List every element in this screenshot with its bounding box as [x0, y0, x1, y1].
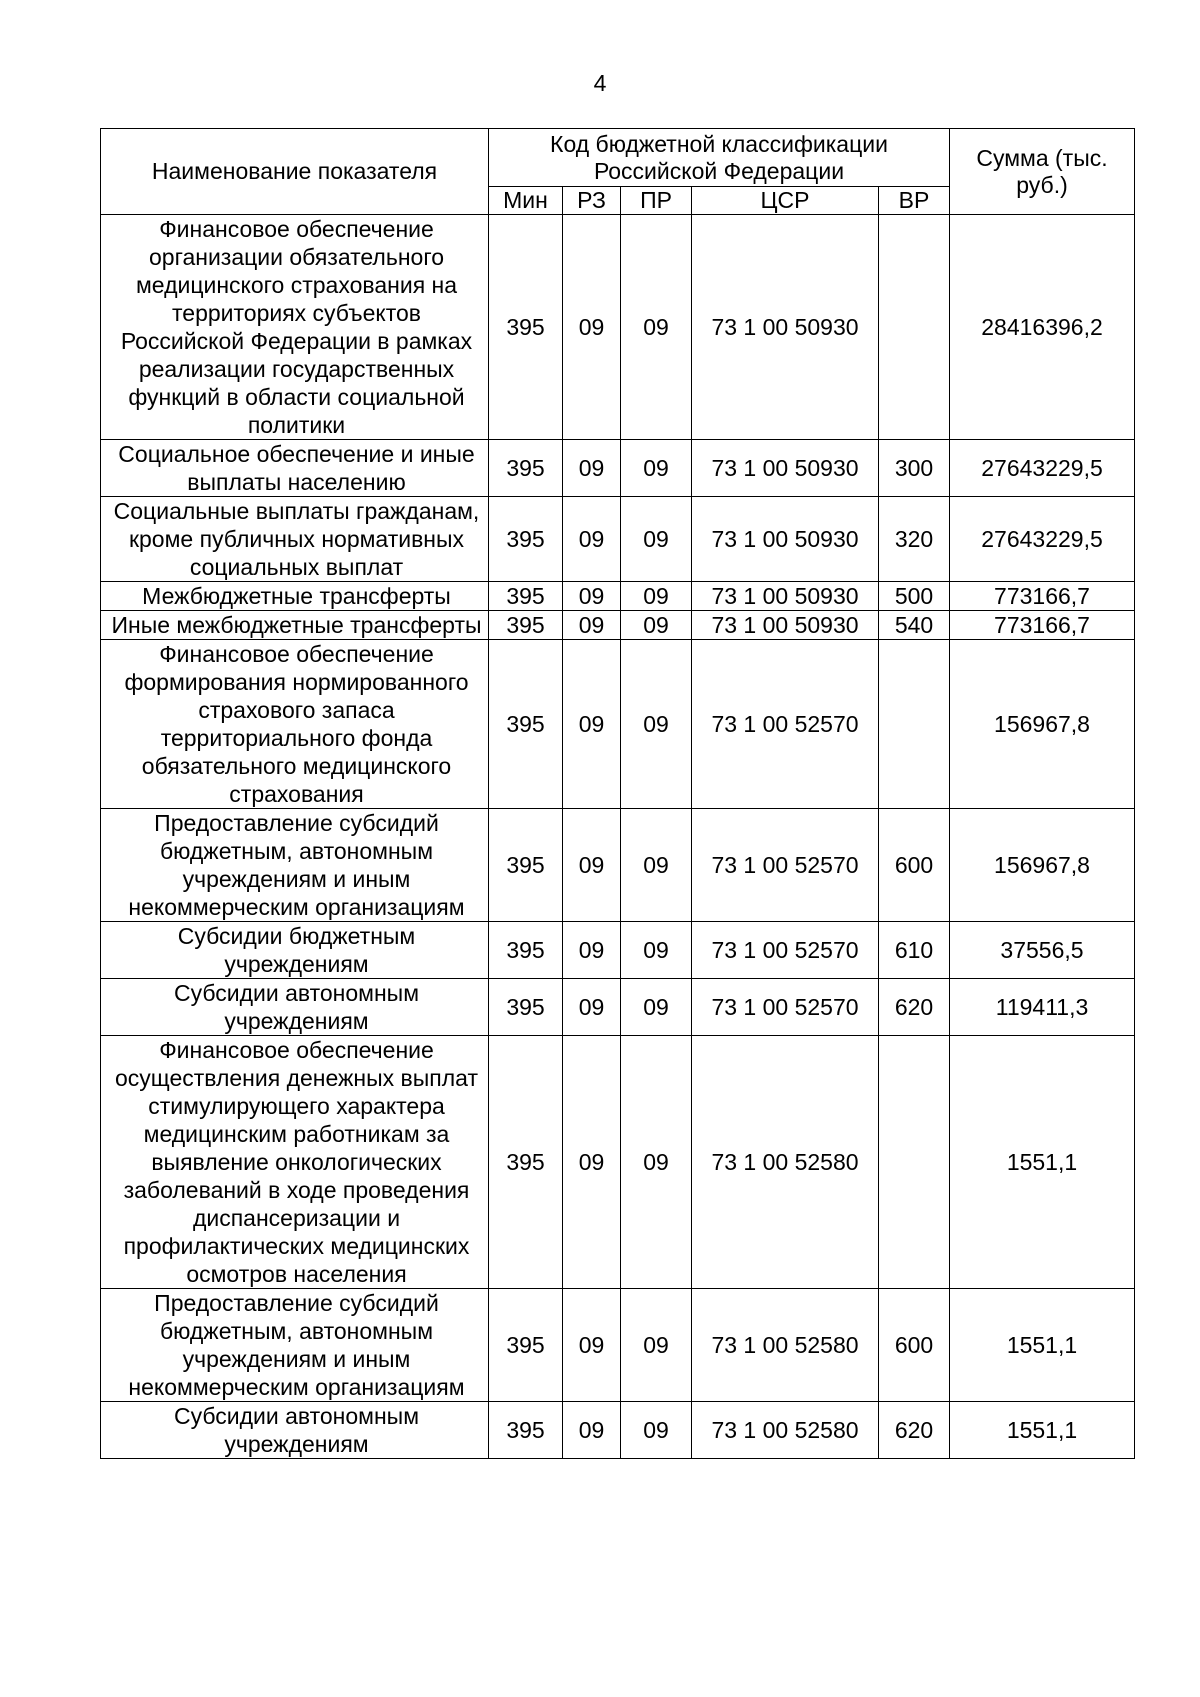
- cell-name: Социальное обеспечение и иные выплаты населению: [101, 440, 489, 497]
- cell-pr: 09: [621, 215, 692, 440]
- cell-rz: 09: [563, 582, 621, 611]
- cell-name: Субсидии автономным учреждениям: [101, 979, 489, 1036]
- cell-vr: 600: [879, 1289, 950, 1402]
- cell-name: Межбюджетные трансферты: [101, 582, 489, 611]
- cell-min: 395: [489, 611, 563, 640]
- cell-vr: 600: [879, 809, 950, 922]
- cell-pr: 09: [621, 582, 692, 611]
- cell-sum: 156967,8: [950, 640, 1135, 809]
- table-row: [101, 640, 1135, 809]
- cell-sum: 27643229,5: [950, 440, 1135, 497]
- cell-csr: 73 1 00 50930: [692, 497, 879, 582]
- cell-name: Субсидии автономным учреждениям: [101, 1402, 489, 1459]
- cell-csr: 73 1 00 50930: [692, 582, 879, 611]
- cell-vr: [879, 1036, 950, 1289]
- table-body: [101, 215, 1135, 1459]
- cell-pr: 09: [621, 497, 692, 582]
- cell-sum: 1551,1: [950, 1036, 1135, 1289]
- cell-vr: 620: [879, 979, 950, 1036]
- cell-csr: 73 1 00 50930: [692, 215, 879, 440]
- header-csr: ЦСР: [692, 187, 879, 215]
- cell-pr: 09: [621, 809, 692, 922]
- cell-vr: 540: [879, 611, 950, 640]
- cell-sum: 773166,7: [950, 611, 1135, 640]
- cell-name: Иные межбюджетные трансферты: [101, 611, 489, 640]
- cell-vr: [879, 215, 950, 440]
- cell-rz: 09: [563, 640, 621, 809]
- cell-pr: 09: [621, 922, 692, 979]
- table-row: [101, 1289, 1135, 1402]
- cell-rz: 09: [563, 979, 621, 1036]
- header-vr: ВР: [879, 187, 950, 215]
- cell-name: Социальные выплаты гражданам, кроме публичных нормативных социальных выплат: [101, 497, 489, 582]
- cell-rz: 09: [563, 1289, 621, 1402]
- cell-rz: 09: [563, 497, 621, 582]
- cell-pr: 09: [621, 440, 692, 497]
- table-row: [101, 215, 1135, 440]
- cell-min: 395: [489, 1289, 563, 1402]
- cell-pr: 09: [621, 1289, 692, 1402]
- cell-vr: 500: [879, 582, 950, 611]
- cell-min: 395: [489, 1036, 563, 1289]
- cell-min: 395: [489, 979, 563, 1036]
- cell-min: 395: [489, 215, 563, 440]
- cell-rz: 09: [563, 809, 621, 922]
- cell-sum: 119411,3: [950, 979, 1135, 1036]
- cell-csr: 73 1 00 52570: [692, 979, 879, 1036]
- cell-min: 395: [489, 809, 563, 922]
- cell-pr: 09: [621, 979, 692, 1036]
- cell-vr: 610: [879, 922, 950, 979]
- page-number: 4: [593, 70, 607, 96]
- cell-sum: 28416396,2: [950, 215, 1135, 440]
- cell-rz: 09: [563, 440, 621, 497]
- table-row: [101, 1402, 1135, 1459]
- cell-vr: 620: [879, 1402, 950, 1459]
- table-row: [101, 582, 1135, 611]
- cell-min: 395: [489, 1402, 563, 1459]
- cell-csr: 73 1 00 50930: [692, 440, 879, 497]
- header-pr: ПР: [621, 187, 692, 215]
- cell-name: Финансовое обеспечение формирования нормированного страхового запаса территориального фонда обязательного медицинского страхования: [101, 640, 489, 809]
- cell-vr: 320: [879, 497, 950, 582]
- cell-name: Финансовое обеспечение осуществления денежных выплат стимулирующего характера медицинским работникам за выявление онкологических заболеваний в ходе проведения диспансеризации и профилактических медицинских осмотров населения: [101, 1036, 489, 1289]
- table-row: [101, 497, 1135, 582]
- cell-vr: [879, 640, 950, 809]
- cell-pr: 09: [621, 611, 692, 640]
- table-row: [101, 1036, 1135, 1289]
- cell-name: Финансовое обеспечение организации обязательного медицинского страхования на территориях субъектов Российской Федерации в рамках реализации государственных функций в области социальной политики: [101, 215, 489, 440]
- cell-sum: 1551,1: [950, 1289, 1135, 1402]
- cell-rz: 09: [563, 922, 621, 979]
- table-row: [101, 922, 1135, 979]
- cell-csr: 73 1 00 52580: [692, 1289, 879, 1402]
- cell-name: Предоставление субсидий бюджетным, автономным учреждениям и иным некоммерческим организациям: [101, 1289, 489, 1402]
- cell-rz: 09: [563, 215, 621, 440]
- cell-sum: 156967,8: [950, 809, 1135, 922]
- cell-min: 395: [489, 922, 563, 979]
- cell-min: 395: [489, 440, 563, 497]
- table-row: [101, 979, 1135, 1036]
- cell-rz: 09: [563, 1036, 621, 1289]
- cell-sum: 37556,5: [950, 922, 1135, 979]
- header-rz: РЗ: [563, 187, 621, 215]
- cell-min: 395: [489, 497, 563, 582]
- cell-csr: 73 1 00 52580: [692, 1036, 879, 1289]
- cell-csr: 73 1 00 52570: [692, 809, 879, 922]
- cell-csr: 73 1 00 52570: [692, 922, 879, 979]
- cell-vr: 300: [879, 440, 950, 497]
- cell-sum: 27643229,5: [950, 497, 1135, 582]
- header-code-group: Код бюджетной классификации Российской Федерации: [489, 129, 950, 187]
- cell-min: 395: [489, 640, 563, 809]
- table-row: [101, 809, 1135, 922]
- cell-pr: 09: [621, 640, 692, 809]
- cell-pr: 09: [621, 1036, 692, 1289]
- cell-rz: 09: [563, 1402, 621, 1459]
- table-row: [101, 440, 1135, 497]
- table-row: [101, 611, 1135, 640]
- header-min: Мин: [489, 187, 563, 215]
- budget-classification-table: [100, 128, 1135, 1459]
- cell-pr: 09: [621, 1402, 692, 1459]
- cell-sum: 1551,1: [950, 1402, 1135, 1459]
- cell-name: Субсидии бюджетным учреждениям: [101, 922, 489, 979]
- cell-rz: 09: [563, 611, 621, 640]
- cell-min: 395: [489, 582, 563, 611]
- cell-csr: 73 1 00 52580: [692, 1402, 879, 1459]
- cell-name: Предоставление субсидий бюджетным, автономным учреждениям и иным некоммерческим организациям: [101, 809, 489, 922]
- header-name: Наименование показателя: [101, 129, 489, 215]
- cell-csr: 73 1 00 52570: [692, 640, 879, 809]
- cell-csr: 73 1 00 50930: [692, 611, 879, 640]
- header-sum: Сумма (тыс. руб.): [950, 129, 1135, 215]
- cell-sum: 773166,7: [950, 582, 1135, 611]
